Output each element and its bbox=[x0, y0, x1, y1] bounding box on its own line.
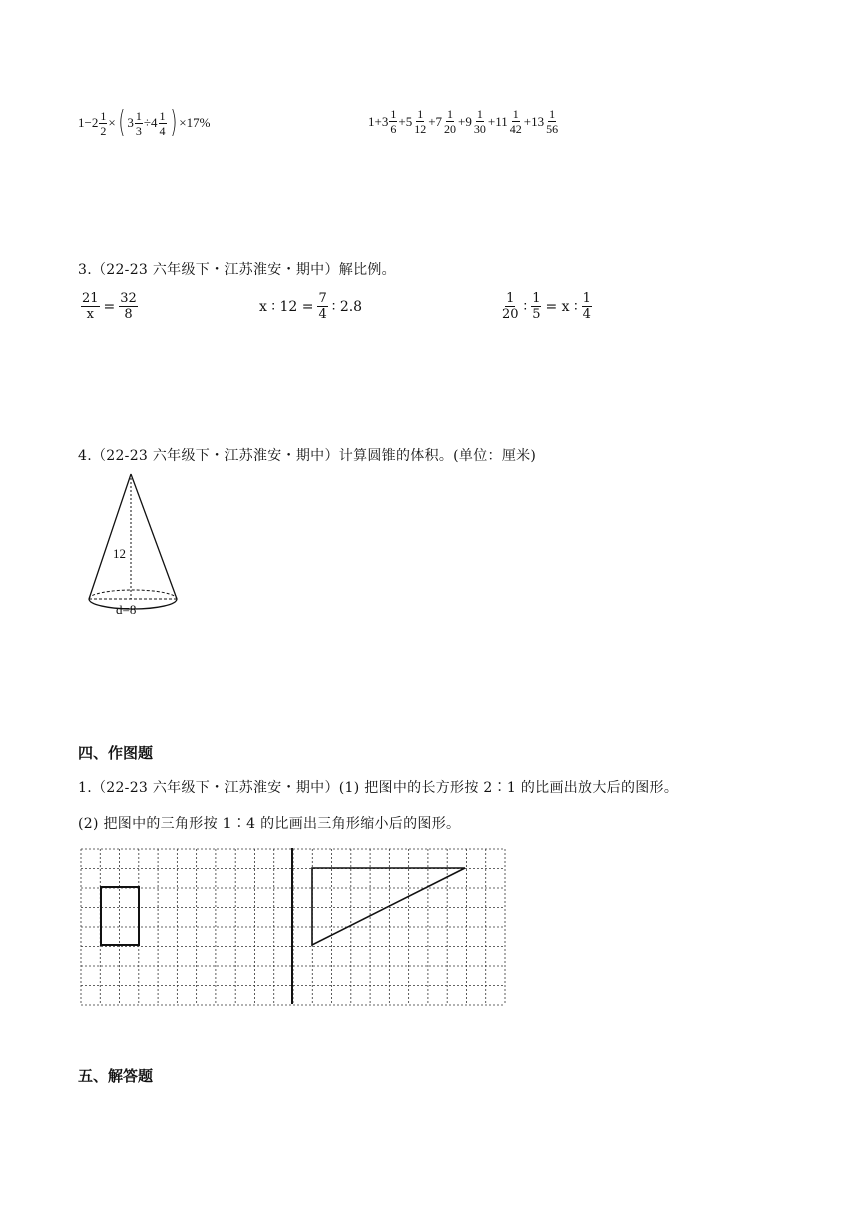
proportion-1 bbox=[80, 292, 139, 321]
expr2-op-4: + bbox=[487, 113, 496, 129]
cone-height-label: 12 bbox=[113, 546, 126, 561]
proportion-2-left: x ∶ 12 = bbox=[259, 298, 314, 315]
section-5-title: 五、解答题 bbox=[78, 1067, 154, 1085]
expr2-op-2: + bbox=[428, 113, 436, 129]
expr1-lead: 1−2 bbox=[78, 115, 99, 130]
expr2-op-5: + bbox=[523, 113, 532, 129]
proportion-2-fraction: $\frac{7}{4}$ bbox=[318, 291, 327, 322]
expr1-divide: ÷ bbox=[143, 115, 152, 130]
expr1-whole-2: 3 bbox=[127, 115, 134, 130]
expr1-times: × bbox=[108, 115, 116, 130]
expr2-whole-4: 11 bbox=[495, 113, 508, 129]
expr2-fraction-2: $\frac{1}{20}$ bbox=[444, 107, 457, 136]
expr2-fraction-4: $\frac{1}{42}$ bbox=[509, 107, 522, 136]
expr2-whole-5: 13 bbox=[531, 113, 545, 129]
cone-diameter-label: d=8 bbox=[116, 602, 137, 617]
expr1-fraction-1: $\frac{1}{2}$ bbox=[100, 108, 107, 138]
cone-right-edge bbox=[131, 474, 177, 599]
expr1-whole-3: 4 bbox=[151, 115, 158, 130]
proportion-1-equals: = bbox=[103, 298, 116, 315]
proportion-1-left-fraction: $\frac{21}{x}$ bbox=[82, 291, 99, 322]
expr1-tail: ×17% bbox=[179, 115, 211, 130]
right-paren: ) bbox=[169, 105, 177, 140]
expr2-fraction-5: $\frac{1}{56}$ bbox=[546, 107, 559, 136]
original-triangle bbox=[312, 868, 465, 945]
proportion-3-fraction-1: $\frac{1}{20}$ bbox=[502, 291, 519, 322]
expr2-fraction-1: $\frac{1}{12}$ bbox=[414, 107, 427, 136]
proportion-3-fraction-2: $\frac{1}{5}$ bbox=[532, 291, 541, 322]
question-4-text: 4.（22-23 六年级下・江苏淮安・期中）计算圆锥的体积。(单位：厘米) bbox=[78, 448, 537, 464]
expr2-op-1: + bbox=[398, 113, 406, 129]
left-paren: ( bbox=[118, 105, 126, 140]
section-4-question-1-line-2: (2) 把图中的三角形按 1∶4 的比画出三角形缩小后的图形。 bbox=[78, 816, 461, 832]
grid-figure bbox=[80, 848, 506, 1006]
original-rectangle bbox=[101, 887, 139, 945]
expression-2 bbox=[368, 108, 560, 135]
proportion-2 bbox=[259, 292, 362, 321]
proportion-3-colon: ∶ bbox=[523, 298, 528, 315]
expr2-fraction-0: $\frac{1}{6}$ bbox=[390, 107, 397, 136]
section-4-question-1-line-1: 1.（22-23 六年级下・江苏淮安・期中）(1) 把图中的长方形按 2∶1 的比画出放大后的图形。 bbox=[78, 780, 679, 796]
expr1-fraction-3: $\frac{1}{4}$ bbox=[159, 108, 166, 138]
cone-left-edge bbox=[89, 474, 131, 599]
proportion-3-mid: = x ∶ bbox=[545, 298, 578, 315]
expr2-whole-2: 7 bbox=[435, 113, 443, 129]
question-3-text: 3.（22-23 六年级下・江苏淮安・期中）解比例。 bbox=[78, 262, 396, 278]
proportion-3-fraction-3: $\frac{1}{4}$ bbox=[582, 291, 591, 322]
expr2-whole-1: 5 bbox=[405, 113, 413, 129]
section-4-title: 四、作图题 bbox=[78, 744, 154, 762]
expr1-fraction-2: $\frac{1}{3}$ bbox=[135, 108, 142, 138]
expr2-whole-3: 9 bbox=[465, 113, 472, 129]
expression-1 bbox=[78, 105, 211, 140]
cone-figure bbox=[80, 468, 190, 620]
expr2-op-3: + bbox=[458, 113, 466, 129]
expr2-op-0: 1+ bbox=[368, 113, 382, 129]
proportion-3 bbox=[500, 292, 593, 321]
proportion-1-right-fraction: $\frac{32}{8}$ bbox=[120, 291, 137, 322]
cone-base-back bbox=[89, 590, 177, 599]
expr2-fraction-3: $\frac{1}{30}$ bbox=[473, 107, 486, 136]
proportion-2-right: ∶ 2.8 bbox=[331, 298, 363, 315]
expr2-whole-0: 3 bbox=[381, 113, 389, 129]
